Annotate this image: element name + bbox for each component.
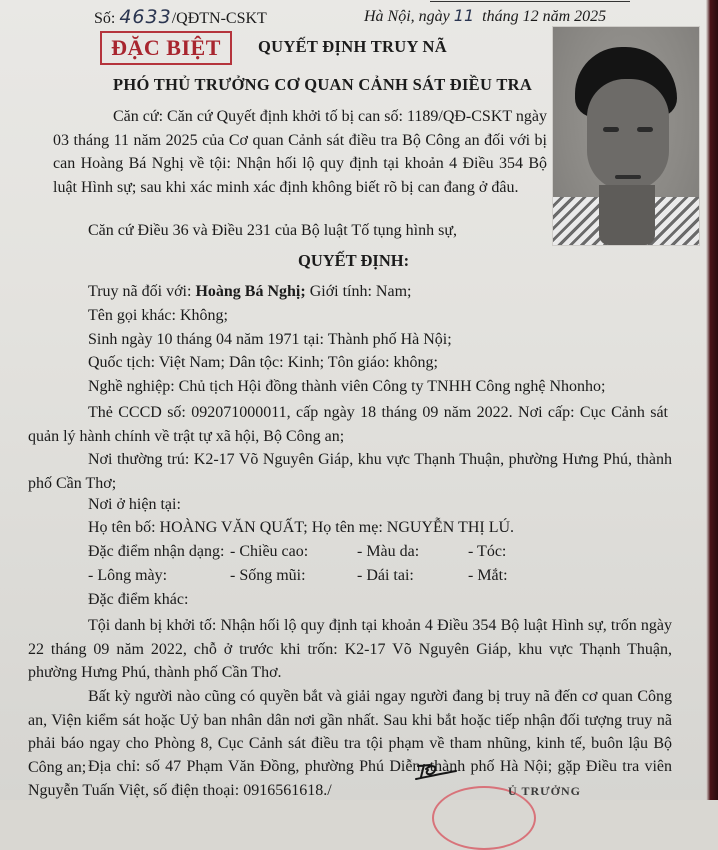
document-number [94,6,267,28]
header-rule [430,1,630,2]
occupation: Nghề nghiệp: Chủ tịch Hội đồng thành viên Công ty TNHH Công nghệ Nhonho; [88,378,606,395]
date-day-handwritten: 11 [453,6,475,25]
wanted-label: Truy nã đối với: [88,283,192,300]
contact-paragraph: Địa chỉ: số 47 Phạm Văn Đồng, phường Phú Diễn, thành phố Hà Nội; gặp Điều tra viên Nguyễn Tuấn Việt, số điện thoại: 0916561618./ [28,758,672,799]
id-eyes: - Mắt: [468,567,508,584]
issue-date [364,6,606,26]
issuer-title: PHÓ THỦ TRƯỞNG CƠ QUAN CẢNH SÁT ĐIỀU TRA [113,75,533,94]
document-title: QUYẾT ĐỊNH TRUY NÃ [258,37,447,56]
current-address: Nơi ở hiện tại: [88,496,181,513]
birth-info: Sinh ngày 10 tháng 04 năm 1971 tại: Thành phố Hà Nội; [88,331,452,348]
id-ears: - Dái tai: [357,567,414,584]
nationality-info: Quốc tịch: Việt Nam; Dân tộc: Kinh; Tôn giáo: không; [88,354,438,371]
photo-eye-right [637,127,653,132]
id-hair: - Tóc: [468,543,507,560]
alias: Tên gọi khác: Không; [88,307,228,324]
suspect-photo [552,26,700,246]
seal-partial-text: Ủ TRƯỞNG [508,784,582,798]
basis-paragraph-1: Căn cứ: Căn cứ Quyết định khởi tố bị can số: 1189/QĐ-CSKT ngày 03 tháng 11 năm 2025 của Cơ quan Cảnh sát điều tra Bộ Công an đối với bị can Hoàng Bá Nghị về tội: Nhận hối lộ quy định tại khoản 4 Điều 354 Bộ luật Hình sự; sau khi xác minh xác định không biết rõ bị can đang ở đâu. [53,108,547,196]
basis-paragraph-2: Căn cứ Điều 36 và Điều 231 của Bộ luật Tố tụng hình sự, [88,222,457,239]
page-edge [706,0,718,800]
parents-info: Họ tên bố: HOÀNG VĂN QUẤT; Họ tên mẹ: NGUYỄN THỊ LÚ. [88,519,515,536]
wanted-line [88,283,411,301]
date-prefix: Hà Nội, ngày [364,8,450,25]
signature-initial-icon [412,760,460,782]
wanted-name: Hoàng Bá Nghị; [195,283,306,300]
special-stamp: ĐẶC BIỆT [100,31,232,65]
id-skin: - Màu da: [357,543,420,560]
instruction-paragraph: Bất kỳ người nào cũng có quyền bắt và giải ngay người đang bị truy nã đến cơ quan Công an, Viện kiểm sát hoặc Uỷ ban nhân dân nơi gần nhất. Sau khi bắt hoặc tiếp nhận đối tượng truy nã phải báo ngay cho Phòng 8, Cục Cảnh sát điều tra tội phạm về tham nhũng, kinh tế, buôn lậu Bộ Công an; [28,688,672,776]
charge-paragraph: Tội danh bị khởi tố: Nhận hối lộ quy định tại khoản 4 Điều 354 Bộ luật Hình sự, trốn ngày 22 tháng 09 năm 2022, chỗ ở trước khi trốn: K2-17 Võ Nguyên Giáp, khu vực Thạnh Thuận, phường Hưng Phú, thành phố Cần Thơ. [28,617,672,681]
id-eyebrows: - Lông mày: [88,567,168,584]
identification-label: Đặc điểm nhận dạng: [88,543,225,560]
permanent-address: Nơi thường trú: K2-17 Võ Nguyên Giáp, khu vực Thạnh Thuận, phường Hưng Phú, thành phố Cần Thơ; [28,451,672,492]
photo-neck [599,185,655,245]
number-prefix: Số: [94,10,116,27]
number-suffix: /QĐTN-CSKT [171,10,267,27]
number-handwritten: 4633 [119,6,172,28]
id-height: - Chiều cao: [230,543,309,560]
other-features: Đặc điểm khác: [88,591,189,608]
decision-heading: QUYẾT ĐỊNH: [298,251,410,270]
photo-eye-left [603,127,619,132]
gender: Giới tính: Nam; [309,283,412,300]
photo-mouth [615,175,641,179]
id-nose: - Sống mũi: [230,567,306,584]
id-card-info: Thẻ CCCD số: 092071000011, cấp ngày 18 tháng 09 năm 2022. Nơi cấp: Cục Cảnh sát quản lý hành chính về trật tự xã hội, Bộ Công an; [28,404,668,445]
date-suffix: tháng 12 năm 2025 [482,8,607,25]
